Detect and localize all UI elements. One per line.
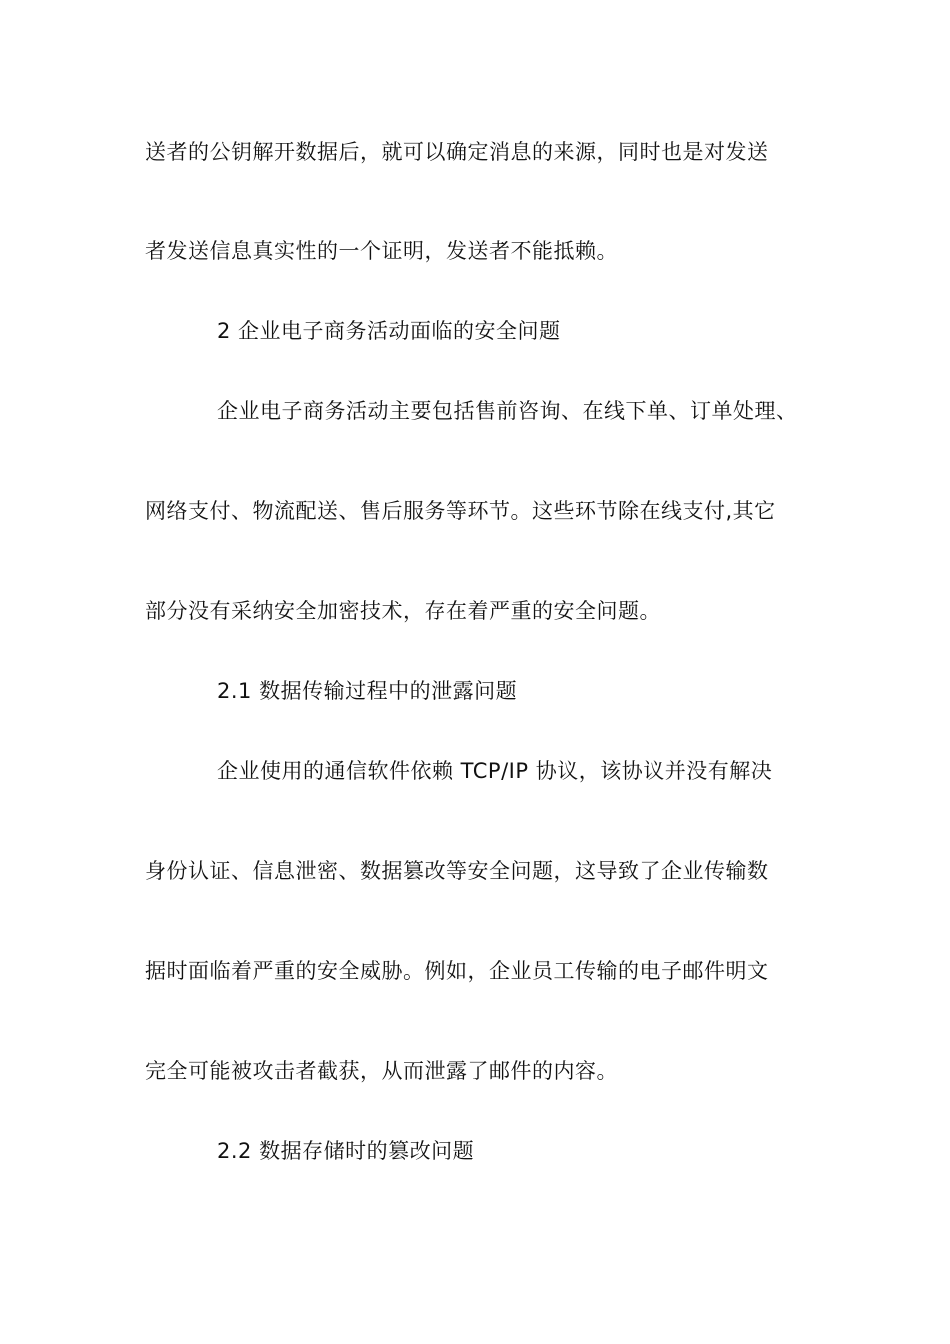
paragraph-line: 身份认证、信息泄密、数据篡改等安全问题，这导致了企业传输数 xyxy=(145,859,769,883)
paragraph-line: 据时面临着严重的安全威胁。例如，企业员工传输的电子邮件明文 xyxy=(145,959,769,983)
paragraph-line: 完全可能被攻击者截获，从而泄露了邮件的内容。 xyxy=(145,1059,618,1083)
paragraph-line: 送者的公钥解开数据后，就可以确定消息的来源，同时也是对发送 xyxy=(145,140,769,164)
section-heading: 2.2 数据存储时的篡改问题 xyxy=(217,1139,475,1163)
paragraph-line: 部分没有采纳安全加密技术，存在着严重的安全问题。 xyxy=(145,599,661,623)
paragraph-line: 者发送信息真实性的一个证明，发送者不能抵赖。 xyxy=(145,239,618,263)
paragraph-line: 网络支付、物流配送、售后服务等环节。这些环节除在线支付,其它 xyxy=(145,499,776,523)
section-heading: 2 企业电子商务活动面临的安全问题 xyxy=(217,319,561,343)
paragraph-line: 企业使用的通信软件依赖 TCP/IP 协议，该协议并没有解决 xyxy=(217,759,773,783)
paragraph-line: 企业电子商务活动主要包括售前咨询、在线下单、订单处理、 xyxy=(217,399,798,423)
section-heading: 2.1 数据传输过程中的泄露问题 xyxy=(217,679,518,703)
